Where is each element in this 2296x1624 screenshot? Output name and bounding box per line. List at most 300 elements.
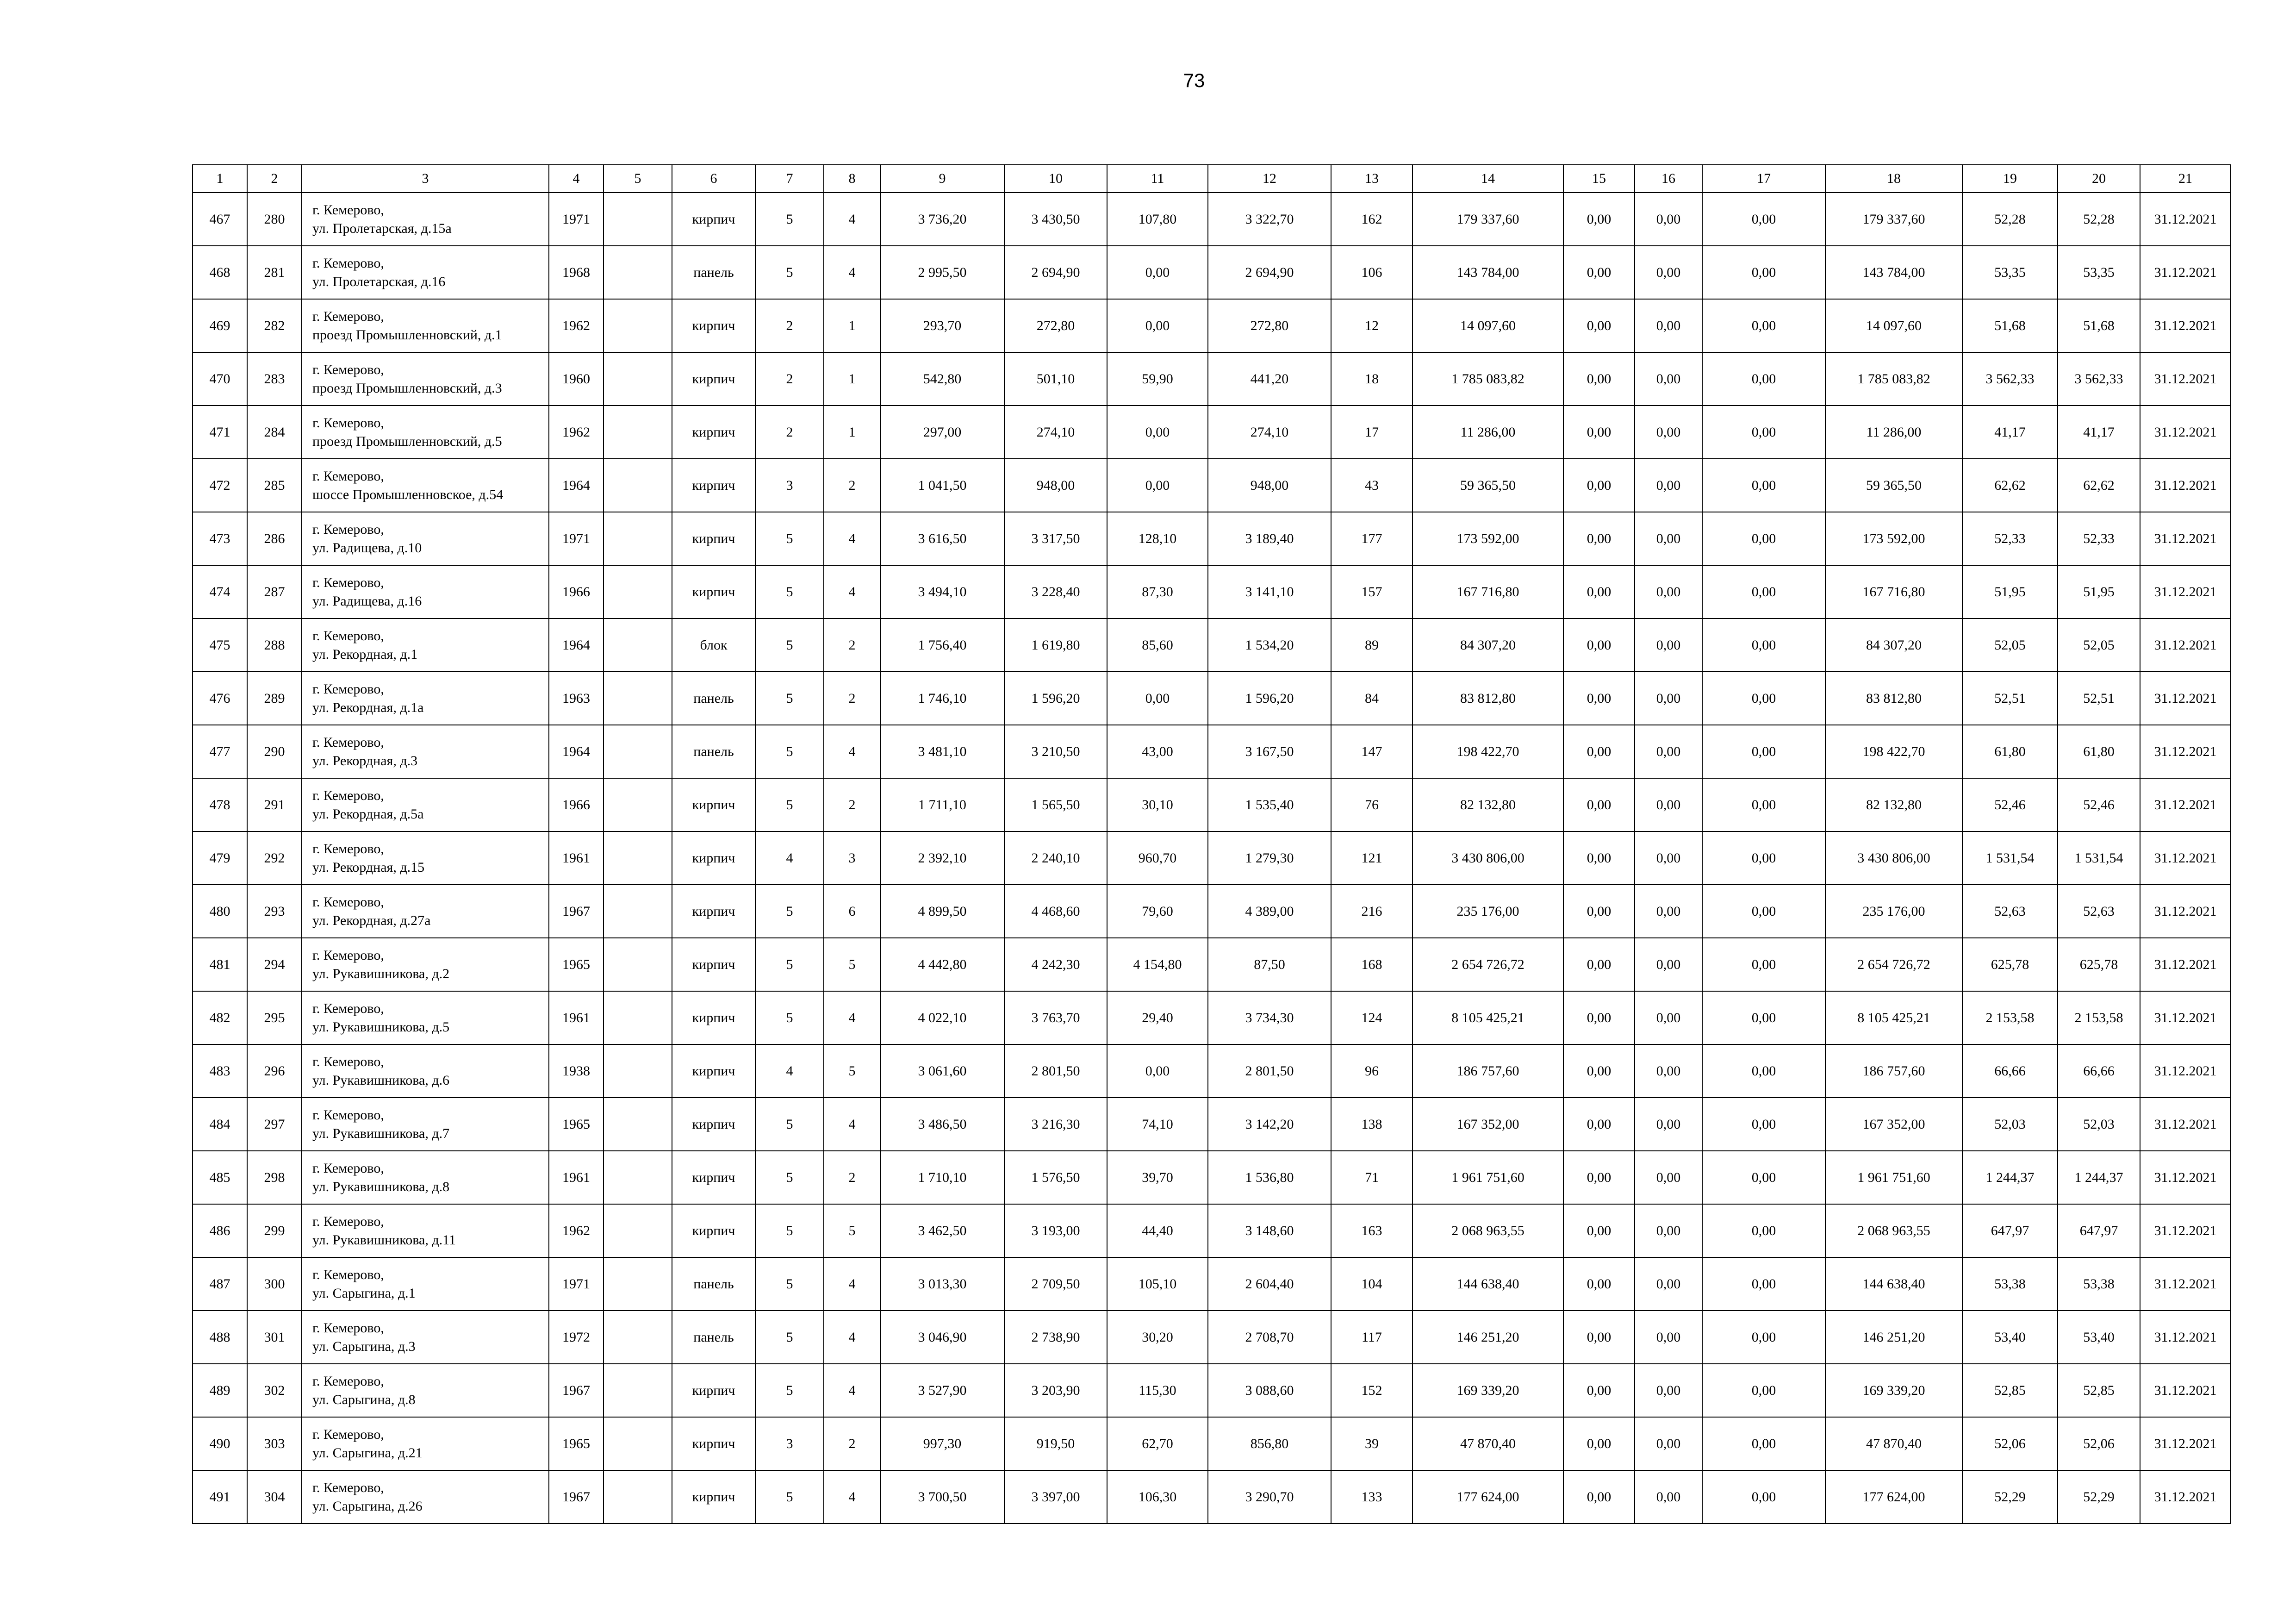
cell-col-11: 105,10 (1107, 1257, 1208, 1311)
cell-col-19: 52,85 (1962, 1364, 2058, 1417)
cell-col-7: 4 (755, 1044, 824, 1098)
cell-col-6: кирпич (672, 938, 755, 991)
column-header-19: 19 (1962, 165, 2058, 193)
address-cell (302, 459, 549, 512)
cell-col-6: кирпич (672, 991, 755, 1044)
cell-col-19: 62,62 (1962, 459, 2058, 512)
cell-col-19: 52,63 (1962, 885, 2058, 938)
cell-col-2: 291 (247, 778, 302, 831)
table-row (193, 938, 2231, 991)
cell-col-9: 4 899,50 (880, 885, 1004, 938)
header-row (193, 165, 2231, 193)
cell-col-19: 52,51 (1962, 672, 2058, 725)
cell-col-7: 4 (755, 831, 824, 885)
cell-col-1: 489 (193, 1364, 247, 1417)
address-city: г. Кемерово, (312, 575, 384, 590)
cell-col-13: 157 (1331, 565, 1412, 618)
cell-col-16: 0,00 (1635, 1151, 1702, 1204)
cell-col-21: 31.12.2021 (2140, 778, 2231, 831)
address-street: ул. Пролетарская, д.16 (312, 274, 446, 289)
cell-col-5 (604, 1257, 672, 1311)
cell-col-21: 31.12.2021 (2140, 1364, 2231, 1417)
cell-col-12: 3 167,50 (1208, 725, 1331, 778)
address-street: ул. Радищева, д.16 (312, 593, 422, 609)
cell-col-10: 948,00 (1004, 459, 1107, 512)
cell-col-21: 31.12.2021 (2140, 672, 2231, 725)
cell-col-11: 87,30 (1107, 565, 1208, 618)
address-street: шоссе Промышленновское, д.54 (312, 487, 504, 502)
address-cell (302, 193, 549, 246)
address-cell (302, 725, 549, 778)
cell-col-18: 47 870,40 (1825, 1417, 1962, 1470)
address-city: г. Кемерово, (312, 947, 384, 963)
address-street: ул. Рекордная, д.27а (312, 912, 431, 928)
cell-col-18: 167 716,80 (1825, 565, 1962, 618)
cell-col-14: 177 624,00 (1412, 1470, 1563, 1524)
cell-col-19: 52,33 (1962, 512, 2058, 565)
cell-col-7: 5 (755, 246, 824, 299)
cell-col-9: 2 392,10 (880, 831, 1004, 885)
cell-col-1: 490 (193, 1417, 247, 1470)
cell-col-15: 0,00 (1563, 725, 1635, 778)
cell-col-1: 488 (193, 1311, 247, 1364)
cell-col-19: 53,40 (1962, 1311, 2058, 1364)
cell-col-21: 31.12.2021 (2140, 565, 2231, 618)
column-header-12: 12 (1208, 165, 1331, 193)
cell-col-16: 0,00 (1635, 1257, 1702, 1311)
cell-col-20: 61,80 (2058, 725, 2140, 778)
cell-col-14: 11 286,00 (1412, 406, 1563, 459)
table-row (193, 246, 2231, 299)
cell-col-17: 0,00 (1702, 1098, 1825, 1151)
cell-col-16: 0,00 (1635, 778, 1702, 831)
cell-col-13: 76 (1331, 778, 1412, 831)
cell-col-4: 1966 (549, 565, 604, 618)
cell-col-2: 282 (247, 299, 302, 352)
cell-col-6: панель (672, 1311, 755, 1364)
cell-col-21: 31.12.2021 (2140, 299, 2231, 352)
cell-col-9: 3 736,20 (880, 193, 1004, 246)
cell-col-19: 1 531,54 (1962, 831, 2058, 885)
cell-col-8: 4 (824, 565, 880, 618)
address-city: г. Кемерово, (312, 1426, 384, 1442)
cell-col-16: 0,00 (1635, 1311, 1702, 1364)
address-street: ул. Рекордная, д.5а (312, 806, 424, 822)
cell-col-9: 1 711,10 (880, 778, 1004, 831)
table-row (193, 299, 2231, 352)
address-street: ул. Рукавишникова, д.11 (312, 1232, 456, 1248)
cell-col-13: 39 (1331, 1417, 1412, 1470)
cell-col-18: 11 286,00 (1825, 406, 1962, 459)
cell-col-11: 0,00 (1107, 459, 1208, 512)
cell-col-15: 0,00 (1563, 352, 1635, 406)
cell-col-20: 52,03 (2058, 1098, 2140, 1151)
cell-col-4: 1971 (549, 193, 604, 246)
cell-col-9: 3 616,50 (880, 512, 1004, 565)
cell-col-14: 143 784,00 (1412, 246, 1563, 299)
cell-col-12: 441,20 (1208, 352, 1331, 406)
cell-col-16: 0,00 (1635, 831, 1702, 885)
cell-col-15: 0,00 (1563, 1311, 1635, 1364)
cell-col-18: 146 251,20 (1825, 1311, 1962, 1364)
cell-col-15: 0,00 (1563, 406, 1635, 459)
address-cell (302, 885, 549, 938)
cell-col-2: 293 (247, 885, 302, 938)
cell-col-6: кирпич (672, 1044, 755, 1098)
cell-col-15: 0,00 (1563, 1098, 1635, 1151)
cell-col-4: 1960 (549, 352, 604, 406)
cell-col-19: 52,03 (1962, 1098, 2058, 1151)
address-street: ул. Рукавишникова, д.5 (312, 1019, 450, 1035)
cell-col-8: 3 (824, 831, 880, 885)
cell-col-2: 294 (247, 938, 302, 991)
cell-col-8: 1 (824, 406, 880, 459)
cell-col-7: 5 (755, 1204, 824, 1257)
column-header-18: 18 (1825, 165, 1962, 193)
cell-col-18: 179 337,60 (1825, 193, 1962, 246)
cell-col-12: 3 088,60 (1208, 1364, 1331, 1417)
column-header-13: 13 (1331, 165, 1412, 193)
cell-col-15: 0,00 (1563, 193, 1635, 246)
cell-col-10: 2 240,10 (1004, 831, 1107, 885)
cell-col-2: 287 (247, 565, 302, 618)
address-street: ул. Сарыгина, д.1 (312, 1285, 416, 1301)
cell-col-4: 1961 (549, 991, 604, 1044)
cell-col-13: 43 (1331, 459, 1412, 512)
cell-col-7: 5 (755, 193, 824, 246)
cell-col-4: 1962 (549, 299, 604, 352)
cell-col-11: 43,00 (1107, 725, 1208, 778)
cell-col-6: кирпич (672, 512, 755, 565)
cell-col-20: 52,06 (2058, 1417, 2140, 1470)
cell-col-1: 478 (193, 778, 247, 831)
cell-col-5 (604, 459, 672, 512)
cell-col-16: 0,00 (1635, 193, 1702, 246)
cell-col-11: 39,70 (1107, 1151, 1208, 1204)
cell-col-7: 5 (755, 885, 824, 938)
cell-col-13: 12 (1331, 299, 1412, 352)
cell-col-8: 4 (824, 193, 880, 246)
cell-col-11: 128,10 (1107, 512, 1208, 565)
cell-col-8: 5 (824, 1204, 880, 1257)
cell-col-18: 143 784,00 (1825, 246, 1962, 299)
cell-col-16: 0,00 (1635, 565, 1702, 618)
cell-col-12: 1 279,30 (1208, 831, 1331, 885)
cell-col-1: 481 (193, 938, 247, 991)
cell-col-8: 4 (824, 991, 880, 1044)
cell-col-6: кирпич (672, 1364, 755, 1417)
table-row (193, 885, 2231, 938)
cell-col-11: 85,60 (1107, 618, 1208, 672)
cell-col-13: 163 (1331, 1204, 1412, 1257)
cell-col-14: 167 352,00 (1412, 1098, 1563, 1151)
cell-col-12: 3 189,40 (1208, 512, 1331, 565)
cell-col-9: 1 041,50 (880, 459, 1004, 512)
column-header-10: 10 (1004, 165, 1107, 193)
cell-col-17: 0,00 (1702, 991, 1825, 1044)
cell-col-6: панель (672, 725, 755, 778)
cell-col-15: 0,00 (1563, 1417, 1635, 1470)
cell-col-4: 1967 (549, 1364, 604, 1417)
address-street: ул. Рукавишникова, д.6 (312, 1072, 450, 1088)
cell-col-2: 281 (247, 246, 302, 299)
cell-col-4: 1971 (549, 512, 604, 565)
address-street: ул. Сарыгина, д.21 (312, 1445, 423, 1461)
address-city: г. Кемерово, (312, 894, 384, 910)
cell-col-13: 138 (1331, 1098, 1412, 1151)
cell-col-20: 52,05 (2058, 618, 2140, 672)
cell-col-10: 3 210,50 (1004, 725, 1107, 778)
cell-col-21: 31.12.2021 (2140, 512, 2231, 565)
cell-col-16: 0,00 (1635, 1044, 1702, 1098)
address-street: ул. Пролетарская, д.15а (312, 220, 452, 236)
cell-col-1: 476 (193, 672, 247, 725)
cell-col-15: 0,00 (1563, 299, 1635, 352)
cell-col-12: 1 535,40 (1208, 778, 1331, 831)
cell-col-19: 61,80 (1962, 725, 2058, 778)
cell-col-17: 0,00 (1702, 1364, 1825, 1417)
cell-col-4: 1967 (549, 1470, 604, 1524)
cell-col-17: 0,00 (1702, 1417, 1825, 1470)
cell-col-15: 0,00 (1563, 618, 1635, 672)
cell-col-10: 919,50 (1004, 1417, 1107, 1470)
table-row (193, 459, 2231, 512)
address-cell (302, 406, 549, 459)
cell-col-10: 4 468,60 (1004, 885, 1107, 938)
cell-col-9: 3 700,50 (880, 1470, 1004, 1524)
cell-col-5 (604, 1098, 672, 1151)
table-row (193, 406, 2231, 459)
cell-col-7: 5 (755, 1470, 824, 1524)
cell-col-7: 5 (755, 1364, 824, 1417)
table-row (193, 778, 2231, 831)
cell-col-20: 52,33 (2058, 512, 2140, 565)
cell-col-20: 62,62 (2058, 459, 2140, 512)
cell-col-2: 300 (247, 1257, 302, 1311)
cell-col-16: 0,00 (1635, 1098, 1702, 1151)
cell-col-14: 198 422,70 (1412, 725, 1563, 778)
cell-col-6: кирпич (672, 299, 755, 352)
cell-col-13: 117 (1331, 1311, 1412, 1364)
cell-col-5 (604, 1470, 672, 1524)
cell-col-11: 30,20 (1107, 1311, 1208, 1364)
cell-col-19: 53,38 (1962, 1257, 2058, 1311)
cell-col-11: 4 154,80 (1107, 938, 1208, 991)
cell-col-4: 1965 (549, 938, 604, 991)
cell-col-1: 467 (193, 193, 247, 246)
cell-col-11: 0,00 (1107, 299, 1208, 352)
cell-col-8: 4 (824, 725, 880, 778)
table-header (193, 165, 2231, 193)
cell-col-10: 4 242,30 (1004, 938, 1107, 991)
cell-col-2: 288 (247, 618, 302, 672)
cell-col-6: кирпич (672, 831, 755, 885)
table-row (193, 991, 2231, 1044)
cell-col-16: 0,00 (1635, 299, 1702, 352)
cell-col-10: 3 193,00 (1004, 1204, 1107, 1257)
cell-col-20: 1 531,54 (2058, 831, 2140, 885)
cell-col-1: 480 (193, 885, 247, 938)
cell-col-13: 89 (1331, 618, 1412, 672)
cell-col-21: 31.12.2021 (2140, 459, 2231, 512)
cell-col-13: 216 (1331, 885, 1412, 938)
table-row (193, 1417, 2231, 1470)
cell-col-16: 0,00 (1635, 1470, 1702, 1524)
cell-col-6: блок (672, 618, 755, 672)
cell-col-2: 280 (247, 193, 302, 246)
cell-col-21: 31.12.2021 (2140, 618, 2231, 672)
cell-col-1: 471 (193, 406, 247, 459)
table-row (193, 565, 2231, 618)
cell-col-19: 3 562,33 (1962, 352, 2058, 406)
table-row (193, 831, 2231, 885)
cell-col-7: 5 (755, 938, 824, 991)
table-body (193, 193, 2231, 1524)
cell-col-17: 0,00 (1702, 725, 1825, 778)
cell-col-14: 3 430 806,00 (1412, 831, 1563, 885)
column-header-1: 1 (193, 165, 247, 193)
cell-col-16: 0,00 (1635, 352, 1702, 406)
cell-col-1: 473 (193, 512, 247, 565)
address-cell (302, 778, 549, 831)
cell-col-15: 0,00 (1563, 938, 1635, 991)
cell-col-17: 0,00 (1702, 885, 1825, 938)
cell-col-11: 0,00 (1107, 406, 1208, 459)
address-city: г. Кемерово, (312, 521, 384, 537)
cell-col-11: 30,10 (1107, 778, 1208, 831)
cell-col-18: 173 592,00 (1825, 512, 1962, 565)
cell-col-12: 948,00 (1208, 459, 1331, 512)
cell-col-15: 0,00 (1563, 246, 1635, 299)
cell-col-16: 0,00 (1635, 991, 1702, 1044)
cell-col-4: 1938 (549, 1044, 604, 1098)
cell-col-15: 0,00 (1563, 1151, 1635, 1204)
cell-col-17: 0,00 (1702, 565, 1825, 618)
cell-col-19: 53,35 (1962, 246, 2058, 299)
cell-col-4: 1963 (549, 672, 604, 725)
cell-col-15: 0,00 (1563, 512, 1635, 565)
address-street: проезд Промышленновский, д.1 (312, 327, 502, 343)
table-row (193, 1364, 2231, 1417)
cell-col-8: 2 (824, 459, 880, 512)
column-header-9: 9 (880, 165, 1004, 193)
cell-col-5 (604, 778, 672, 831)
cell-col-7: 5 (755, 1098, 824, 1151)
cell-col-1: 479 (193, 831, 247, 885)
address-city: г. Кемерово, (312, 1107, 384, 1123)
cell-col-9: 1 746,10 (880, 672, 1004, 725)
cell-col-16: 0,00 (1635, 725, 1702, 778)
cell-col-21: 31.12.2021 (2140, 246, 2231, 299)
cell-col-18: 235 176,00 (1825, 885, 1962, 938)
cell-col-5 (604, 512, 672, 565)
cell-col-20: 53,35 (2058, 246, 2140, 299)
address-city: г. Кемерово, (312, 1480, 384, 1495)
cell-col-5 (604, 246, 672, 299)
address-street: ул. Рекордная, д.1а (312, 700, 424, 715)
cell-col-12: 856,80 (1208, 1417, 1331, 1470)
cell-col-5 (604, 618, 672, 672)
cell-col-1: 468 (193, 246, 247, 299)
cell-col-17: 0,00 (1702, 938, 1825, 991)
address-city: г. Кемерово, (312, 1160, 384, 1176)
cell-col-12: 3 148,60 (1208, 1204, 1331, 1257)
cell-col-14: 167 716,80 (1412, 565, 1563, 618)
cell-col-21: 31.12.2021 (2140, 1151, 2231, 1204)
cell-col-4: 1964 (549, 725, 604, 778)
cell-col-14: 84 307,20 (1412, 618, 1563, 672)
cell-col-4: 1964 (549, 618, 604, 672)
cell-col-4: 1966 (549, 778, 604, 831)
cell-col-5 (604, 885, 672, 938)
cell-col-13: 121 (1331, 831, 1412, 885)
address-city: г. Кемерово, (312, 308, 384, 324)
cell-col-8: 2 (824, 1417, 880, 1470)
cell-col-11: 106,30 (1107, 1470, 1208, 1524)
cell-col-12: 1 534,20 (1208, 618, 1331, 672)
cell-col-1: 487 (193, 1257, 247, 1311)
cell-col-21: 31.12.2021 (2140, 991, 2231, 1044)
cell-col-9: 3 481,10 (880, 725, 1004, 778)
cell-col-12: 3 142,20 (1208, 1098, 1331, 1151)
cell-col-2: 290 (247, 725, 302, 778)
cell-col-17: 0,00 (1702, 1257, 1825, 1311)
cell-col-5 (604, 1364, 672, 1417)
cell-col-10: 2 709,50 (1004, 1257, 1107, 1311)
address-city: г. Кемерово, (312, 1054, 384, 1069)
column-header-14: 14 (1412, 165, 1563, 193)
cell-col-10: 3 216,30 (1004, 1098, 1107, 1151)
table-row (193, 725, 2231, 778)
cell-col-1: 470 (193, 352, 247, 406)
cell-col-9: 3 046,90 (880, 1311, 1004, 1364)
cell-col-21: 31.12.2021 (2140, 885, 2231, 938)
cell-col-13: 162 (1331, 193, 1412, 246)
cell-col-16: 0,00 (1635, 938, 1702, 991)
cell-col-2: 298 (247, 1151, 302, 1204)
cell-col-18: 82 132,80 (1825, 778, 1962, 831)
cell-col-4: 1961 (549, 1151, 604, 1204)
cell-col-20: 52,28 (2058, 193, 2140, 246)
cell-col-8: 4 (824, 1311, 880, 1364)
address-street: ул. Рукавишникова, д.2 (312, 966, 450, 981)
address-city: г. Кемерово, (312, 1000, 384, 1016)
cell-col-5 (604, 938, 672, 991)
cell-col-7: 5 (755, 725, 824, 778)
table-row (193, 352, 2231, 406)
cell-col-14: 169 339,20 (1412, 1364, 1563, 1417)
cell-col-7: 5 (755, 565, 824, 618)
address-city: г. Кемерово, (312, 1320, 384, 1336)
cell-col-6: кирпич (672, 1098, 755, 1151)
cell-col-11: 62,70 (1107, 1417, 1208, 1470)
cell-col-2: 295 (247, 991, 302, 1044)
cell-col-7: 5 (755, 672, 824, 725)
cell-col-16: 0,00 (1635, 1204, 1702, 1257)
cell-col-1: 474 (193, 565, 247, 618)
cell-col-15: 0,00 (1563, 885, 1635, 938)
cell-col-6: кирпич (672, 193, 755, 246)
cell-col-2: 304 (247, 1470, 302, 1524)
cell-col-19: 647,97 (1962, 1204, 2058, 1257)
address-street: ул. Радищева, д.10 (312, 540, 422, 556)
cell-col-13: 124 (1331, 991, 1412, 1044)
address-cell (302, 1311, 549, 1364)
cell-col-18: 1 785 083,82 (1825, 352, 1962, 406)
address-street: ул. Рукавишникова, д.7 (312, 1125, 450, 1141)
address-cell (302, 1257, 549, 1311)
column-header-2: 2 (247, 165, 302, 193)
